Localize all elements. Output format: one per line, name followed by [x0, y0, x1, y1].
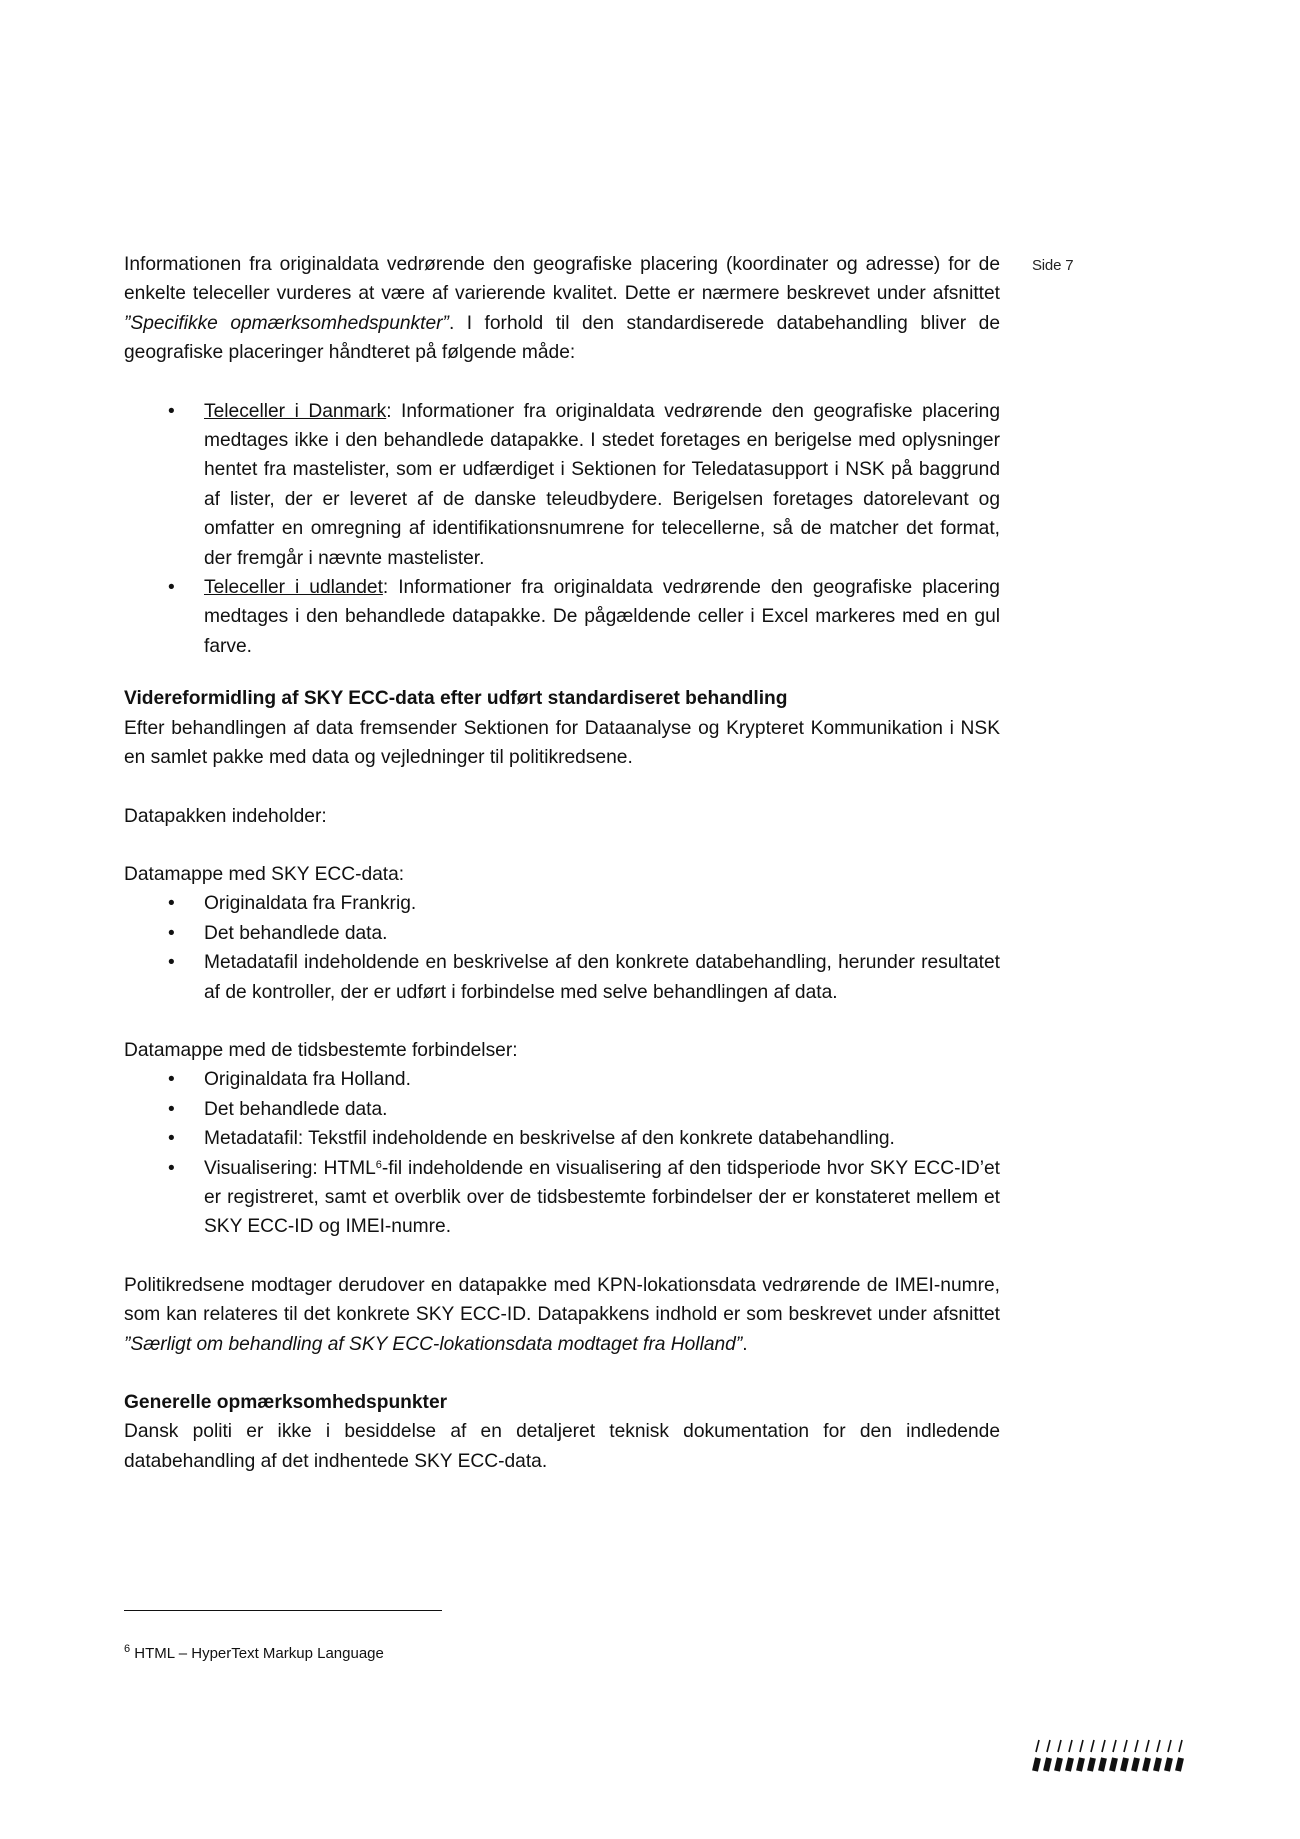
list-item: • Det behandlede data. [168, 919, 1000, 948]
folder2-list [168, 1065, 1000, 1241]
section-heading-general: Generelle opmærksomhedspunkter [124, 1392, 448, 1413]
police-logo-icon [1030, 1738, 1190, 1774]
footnote-text: HTML – HyperText Markup Language [130, 1645, 384, 1662]
list-item: • Visualisering: HTML$^6$-fil indeholdende en visualisering af den tidsperiode hvor SKY ECC-ID’et er registreret, samt et overblik over de tidsbestemte forbindelser der er konstateret mellem et SKY ECC-ID og IMEI-numre. [168, 1154, 1000, 1242]
intro-text-2: . I forhold til den standardiserede databehandling bliver de geografiske placeringer håndteret på følgende måde: [124, 312, 1000, 364]
bullet-icon: • [168, 1098, 175, 1120]
package-intro: Datapakken indeholder: [124, 805, 327, 827]
list-item: • Originaldata fra Holland. [168, 1065, 1000, 1094]
kpn-paragraph: Politikredsene modtager derudover en datapakke med KPN-lokationsdata vedrørende de IMEI-numre, som kan relateres til det konkrete SKY ECC-ID. Datapakkens indhold er som beskrevet under afsnittet ”Særligt om behandling af SKY ECC-lokationsdata modtaget fra Holland”. [124, 1274, 1000, 1355]
folder1-list [168, 889, 1000, 1007]
page-number: Side 7 [1032, 257, 1074, 274]
list-item [168, 573, 1000, 661]
list-item: • Det behandlede data. [168, 1095, 1000, 1124]
bullet-icon: • [168, 400, 175, 422]
list-item-text: : Informationer fra originaldata vedrørende den geografiske placering medtages i den behandlede datapakke. De pågældende celler i Excel markeres med en gul farve. [204, 577, 1000, 657]
intro-paragraph [124, 250, 1000, 368]
list-item-title: Teleceller i Danmark [204, 400, 387, 422]
bullet-icon: • [168, 893, 175, 915]
kpn-italic-ref: ”Særligt om behandling af SKY ECC-lokationsdata modtaget fra Holland” [124, 1333, 743, 1355]
list-item-title: Teleceller i udlandet [204, 577, 383, 599]
list-item [168, 397, 1000, 573]
footnote-ref[interactable]: 6 [375, 1158, 382, 1171]
bullet-icon: • [168, 1069, 175, 1091]
bullet-icon: • [168, 922, 175, 944]
bullet-icon: • [168, 952, 175, 974]
folder1-title: Datamappe med SKY ECC-data: [124, 863, 405, 885]
section-text-distribution: Efter behandlingen af data fremsender Sektionen for Dataanalyse og Krypteret Kommunikation i NSK en samlet pakke med data og vejledninger til politikredsene. [124, 717, 1000, 769]
list-item: • Metadatafil indeholdende en beskrivelse af den konkrete databehandling, herunder resultatet af de kontroller, der er udført i forbindelse med selve behandlingen af data. [168, 948, 1000, 1007]
intro-italic-ref: ”Specifikke opmærksomhedspunkter” [124, 312, 449, 334]
bullet-icon: • [168, 1128, 175, 1150]
folder2-title: Datamappe med de tidsbestemte forbindelser: [124, 1039, 518, 1061]
footnote-number: 6 [124, 1643, 131, 1655]
section-heading-distribution: Videreformidling af SKY ECC-data efter udført standardiseret behandling [124, 688, 788, 710]
bullet-icon: • [168, 577, 175, 599]
section-text-general: Dansk politi er ikke i besiddelse af en detaljeret teknisk dokumentation for den indledende databehandling af det indhentede SKY ECC-data. [124, 1421, 1000, 1472]
bullet-icon: • [168, 1157, 175, 1179]
list-item: • Originaldata fra Frankrig. [168, 889, 1000, 918]
intro-text-1: Informationen fra originaldata vedrørende den geografiske placering (koordinater og adresse) for de enkelte teleceller vurderes at være af varierende kvalitet. Dette er nærmere beskrevet under afsnittet [124, 254, 1000, 305]
telecell-list [168, 397, 1000, 662]
list-item-text: : Informationer fra originaldata vedrørende den geografiske placering medtages ikke i den behandlede datapakke. I stedet foretages en berigelse med oplysninger hentet fra mastelister, som er udfærdiget i Sektionen for Teledatasupport i NSK på baggrund af lister, der er leveret af de danske teleudbydere. Berigelsen foretages datorelevant og omfatter en omregning af identifikationsnumrene for telecellerne, så de matcher det format, der fremgår i nævnte mastelister. [204, 400, 1000, 569]
footnote-divider [124, 1610, 442, 1611]
page-body [124, 250, 1000, 1476]
list-item: • Metadatafil: Tekstfil indeholdende en beskrivelse af den konkrete databehandling. [168, 1124, 1000, 1153]
footnote [124, 1645, 384, 1662]
